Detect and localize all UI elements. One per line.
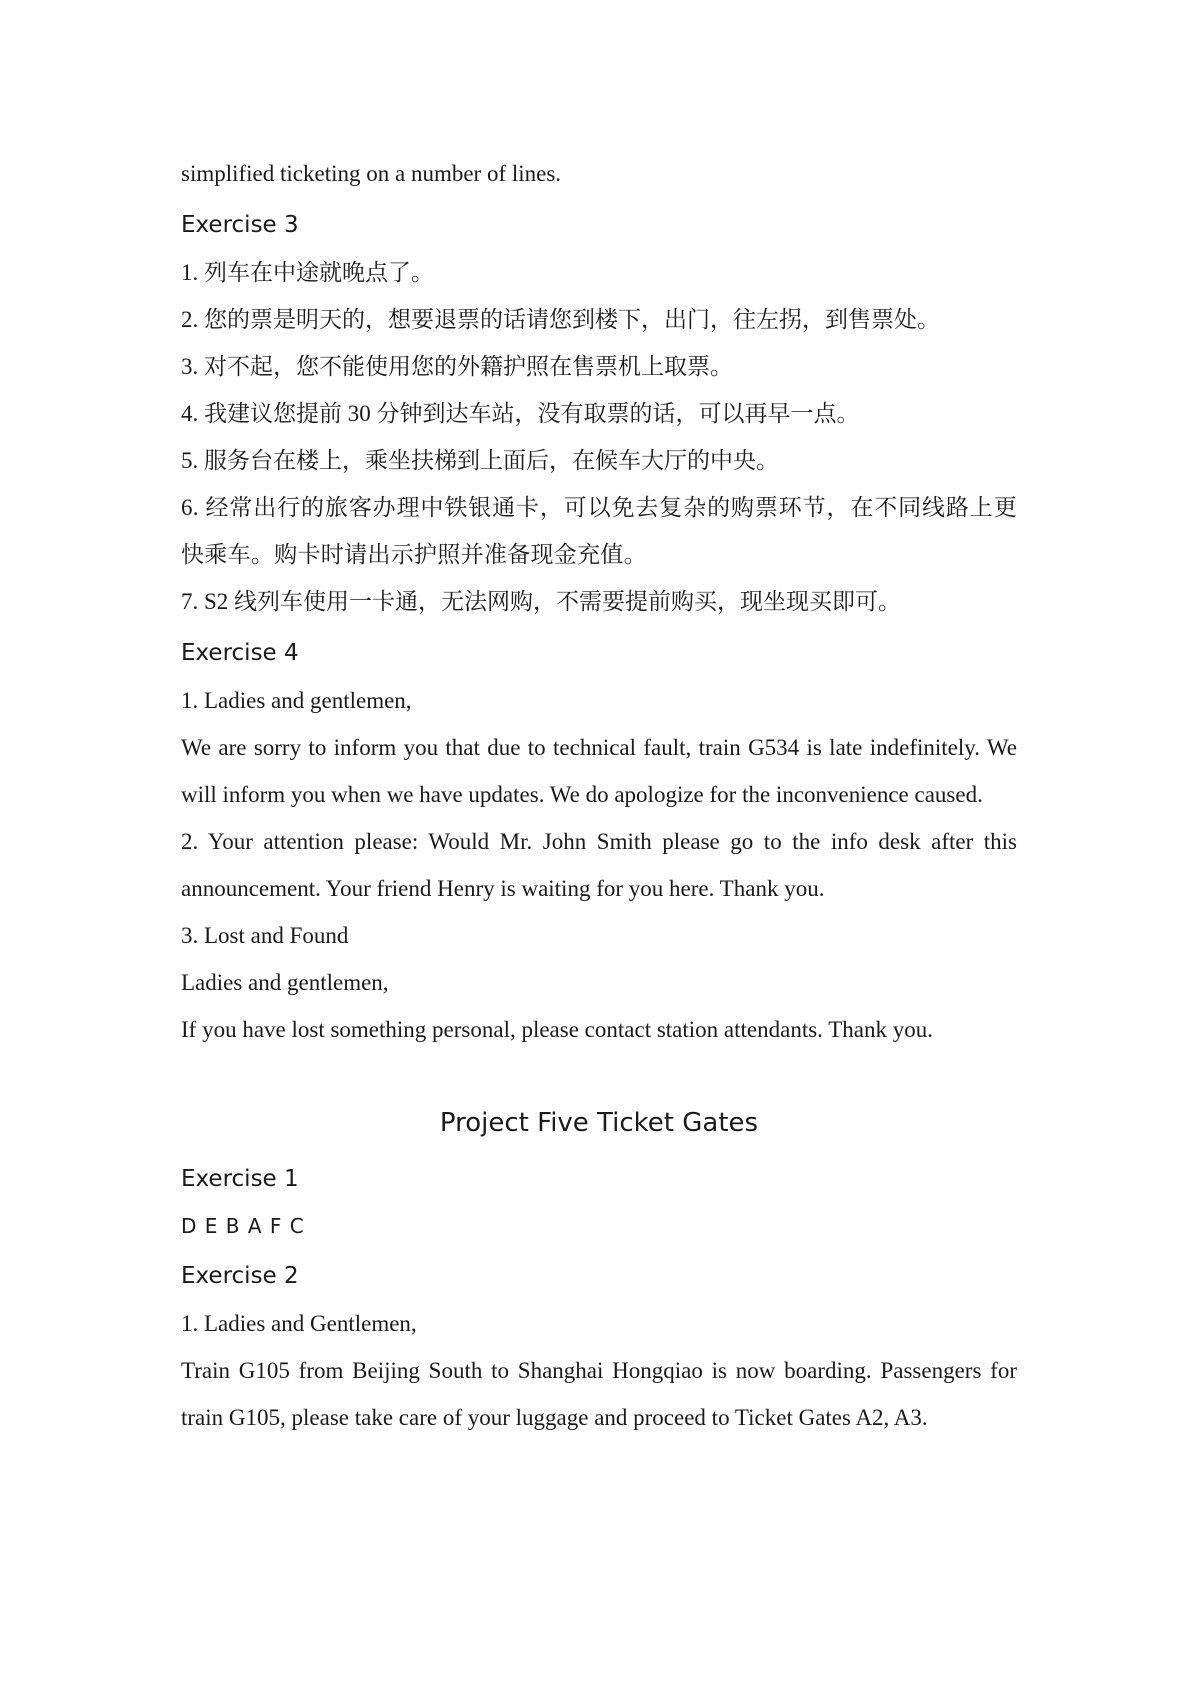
exercise-4-heading: Exercise 4 [181,640,299,666]
exercise-4-item-1-body: We are sorry to inform you that due to technical fault, train G534 is late indefinitely. We will inform you when we have updates. We do apologize for the inconvenience caused. [181,735,1017,807]
exercise-4-item-3-greeting: Ladies and gentlemen, [181,970,389,995]
project-exercise-1-answer: D E B A F C [181,1214,305,1238]
exercise-4-item-3-title: 3. Lost and Found [181,923,349,948]
exercise-4-item-1-title: 1. Ladies and gentlemen, [181,688,412,713]
exercise-3-heading: Exercise 3 [181,212,299,238]
exercise-3-item-7: 7. S2 线列车使用一卡通，无法网购，不需要提前购买，现坐现买即可。 [181,589,902,614]
exercise-4-item-3-body: If you have lost something personal, please contact station attendants. Thank you. [181,1017,934,1042]
exercise-3-item-1: 1. 列车在中途就晚点了。 [181,260,434,285]
intro-line: simplified ticketing on a number of lines. [181,161,562,186]
exercise-3-item-2: 2. 您的票是明天的，想要退票的话请您到楼下，出门，往左拐，到售票处。 [181,307,940,332]
project-title: Project Five Ticket Gates [439,1108,759,1138]
document-page [181,150,1017,1441]
project-exercise-2-heading: Exercise 2 [181,1263,299,1289]
project-exercise-2-item-1-title: 1. Ladies and Gentlemen, [181,1311,417,1336]
exercise-3-item-3: 3. 对不起，您不能使用您的外籍护照在售票机上取票。 [181,354,733,379]
exercise-3-item-5: 5. 服务台在楼上，乘坐扶梯到上面后，在候车大厅的中央。 [181,448,779,473]
exercise-3-item-4: 4. 我建议您提前 30 分钟到达车站，没有取票的话，可以再早一点。 [181,401,860,426]
exercise-4-item-2: 2. Your attention please: Would Mr. John Smith please go to the info desk after this announcement. Your friend Henry is waiting for you here. Thank you. [181,829,1017,901]
project-exercise-1-heading: Exercise 1 [181,1166,299,1192]
exercise-3-item-6: 6. 经常出行的旅客办理中铁银通卡，可以免去复杂的购票环节，在不同线路上更快乘车。购卡时请出示护照并准备现金充值。 [181,495,1017,567]
project-exercise-2-item-1-body: Train G105 from Beijing South to Shanghai Hongqiao is now boarding. Passengers for train G105, please take care of your luggage and proceed to Ticket Gates A2, A3. [181,1358,1017,1430]
